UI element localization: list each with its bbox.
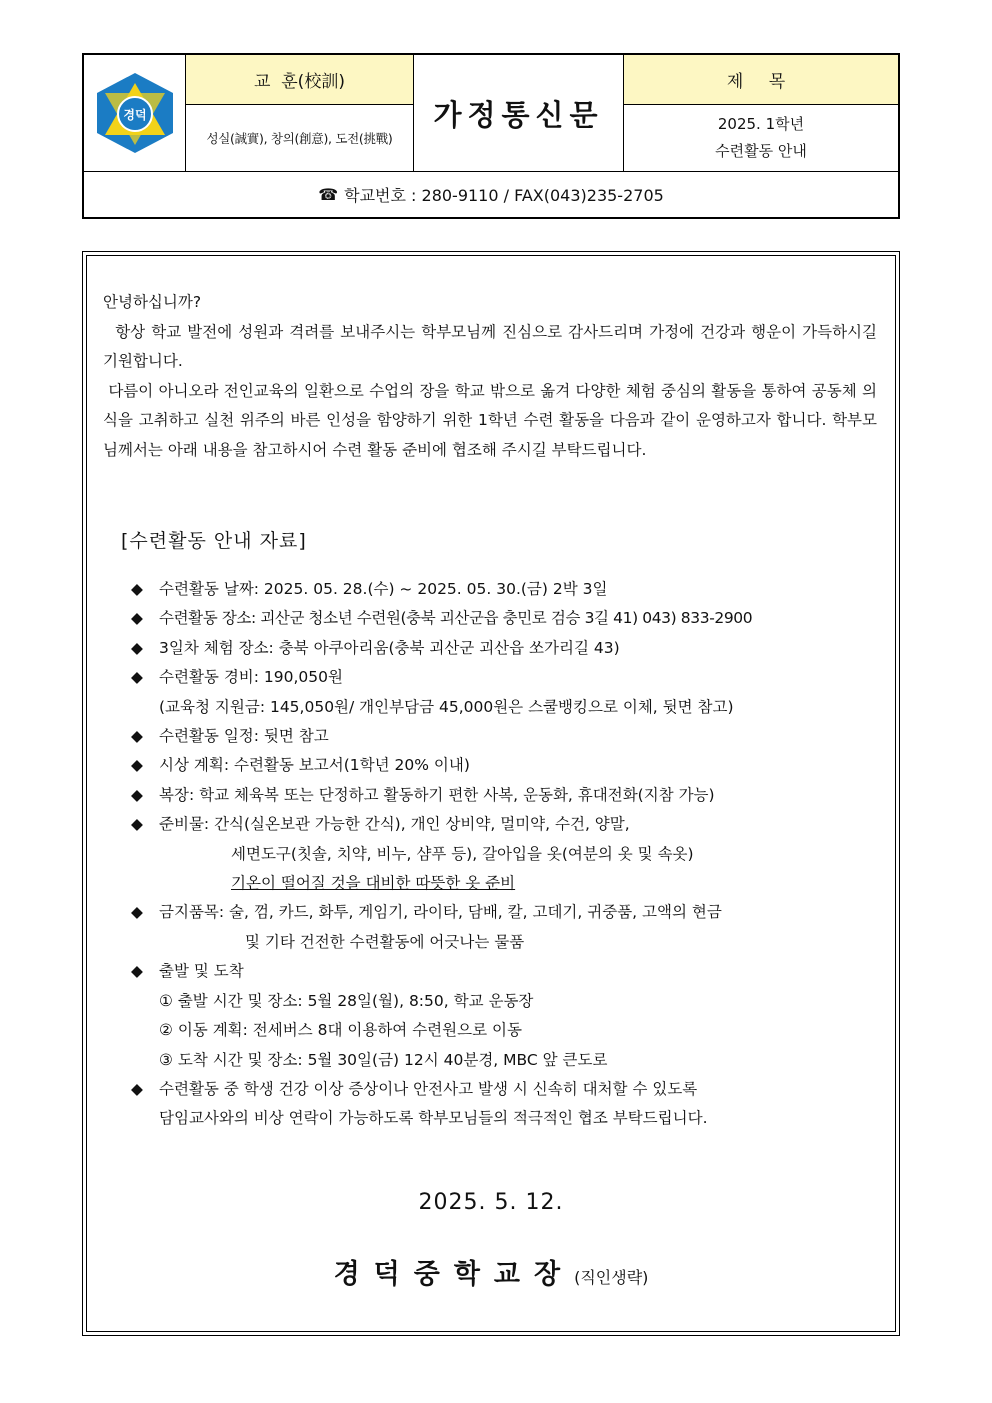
diamond-bullet-icon: ◆ (131, 903, 143, 922)
contact-text: 학교번호 : 280-9110 / FAX(043)235-2705 (344, 185, 664, 205)
school-emblem-icon (93, 71, 177, 155)
contact-row (84, 171, 898, 217)
section-title: [수련활동 안내 자료] (121, 530, 307, 552)
cost-detail: (교육청 지원금: 145,050원/ 개인부담금 45,000원은 스쿨뱅킹으로 이체, 뒷면 참고) (159, 697, 734, 716)
info-list (131, 575, 891, 1134)
intro-paragraph-2: 다름이 아니오라 전인교육의 일환으로 수업의 장을 학교 밖으로 옮겨 다양한 체험 중심의 활동을 통하여 공동체 의식을 고취하고 실천 위주의 바른 인성을 함양하기 위한 1학년 수련 활동을 다음과 같이 운영하고자 합니다. 학부모님께서는 아래 내용을 참고하시어 수련 활동 준비에 협조해 주시길 부탁드립니다. (103, 381, 877, 459)
list-item-place: ◆ 수련활동 장소: 괴산군 청소년 수련원(충북 괴산군읍 충민로 검승 3길 41) 043) 833-2900 (131, 604, 891, 633)
subject-line-2: 수련활동 안내 (715, 142, 807, 160)
list-item-schedule: ◆ 수련활동 일정: 뒷면 참고 (131, 722, 891, 751)
greeting: 안녕하십니까? (103, 293, 202, 311)
list-item-dress: ◆ 복장: 학교 체육복 또는 단정하고 활동하기 편한 사복, 운동화, 휴대전화(지참 가능) (131, 781, 891, 810)
diamond-bullet-icon: ◆ (131, 962, 143, 981)
motto-text: 성실(誠實), 창의(創意), 도전(挑戰) (186, 105, 414, 171)
transport-info: ② 이동 계획: 전세버스 8대 이용하여 수련원으로 이동 (159, 1021, 522, 1040)
intro-text (103, 288, 882, 466)
logo-text: 경덕 (122, 108, 147, 122)
header-row-main (84, 55, 898, 172)
list-item-award: ◆ 시상 계획: 수련활동 보고서(1학년 20% 이내) (131, 751, 891, 780)
safety-line-2: 담임교사와의 비상 연락이 가능하도록 학부모님들의 적극적인 협조 부탁드립니다. (159, 1109, 708, 1128)
depart-info: ① 출발 시간 및 장소: 5월 28일(월), 8:50, 학교 운동장 (159, 991, 534, 1010)
subject-heading: 제 목 (624, 55, 898, 105)
arrive-info: ③ 도착 시간 및 장소: 5월 30일(금) 12시 40분경, MBC 앞 큰도로 (159, 1050, 608, 1069)
diamond-bullet-icon: ◆ (131, 638, 143, 657)
diamond-bullet-icon: ◆ (131, 580, 143, 598)
banned-line-2: 및 기타 건전한 수련활동에 어긋나는 물품 (245, 932, 525, 951)
diamond-bullet-icon: ◆ (131, 756, 143, 775)
list-item-safety: ◆ 수련활동 중 학생 건강 이상 증상이나 안전사고 발생 시 신속히 대처할 수 있도록 (131, 1075, 891, 1104)
subject-value (624, 105, 898, 171)
list-item-day3-place: ◆ 3일차 체험 장소: 충북 아쿠아리움(충북 괴산군 괴산읍 쏘가리길 43) (131, 634, 891, 663)
intro-paragraph-1: 항상 학교 발전에 성원과 격려를 보내주시는 학부모님께 진심으로 감사드리며 가정에 건강과 행운이 가득하시길 기원합니다. (103, 322, 882, 371)
diamond-bullet-icon: ◆ (131, 609, 143, 628)
supplies-line-2: 세면도구(칫솔, 치약, 비누, 샴푸 등), 갈아입을 옷(여분의 옷 및 속옷) (231, 844, 694, 863)
diamond-bullet-icon: ◆ (131, 815, 143, 834)
list-item-banned: ◆ 금지품목: 술, 껌, 카드, 화투, 게임기, 라이타, 담배, 칼, 고데기, 귀중품, 고액의 현금 (131, 898, 891, 927)
diamond-bullet-icon: ◆ (131, 668, 143, 687)
list-item-date: ◆ 수련활동 날짜: 2025. 05. 28.(수) ~ 2025. 05. 30.(금) 2박 3일 (131, 575, 891, 604)
diamond-bullet-icon: ◆ (131, 727, 143, 746)
subject-line-1: 2025. 1학년 (717, 115, 805, 133)
list-item-depart-arrive: ◆ 출발 및 도착 (131, 957, 891, 986)
list-item-supplies: ◆ 준비물: 간식(실온보관 가능한 간식), 개인 상비약, 멀미약, 수건, 양말, (131, 810, 891, 839)
telephone-icon: ☎ (318, 184, 339, 204)
page-title: 가정통신문 (414, 55, 624, 171)
signature-block (83, 1252, 899, 1291)
principal-signature: 경덕중학교장 (333, 1259, 575, 1290)
school-logo (84, 55, 186, 171)
diamond-bullet-icon: ◆ (131, 785, 143, 804)
supplies-line-3: 기온이 떨어질 것을 대비한 따뜻한 옷 준비 (231, 874, 516, 893)
header-table (82, 53, 900, 219)
letter-body (82, 251, 900, 1336)
seal-omitted-note: (직인생략) (574, 1268, 649, 1287)
motto-heading: 교 훈(校訓) (186, 55, 414, 105)
diamond-bullet-icon: ◆ (131, 1079, 143, 1098)
letter-date: 2025. 5. 12. (418, 1190, 564, 1215)
list-item-cost: ◆ 수련활동 경비: 190,050원 (131, 663, 891, 692)
